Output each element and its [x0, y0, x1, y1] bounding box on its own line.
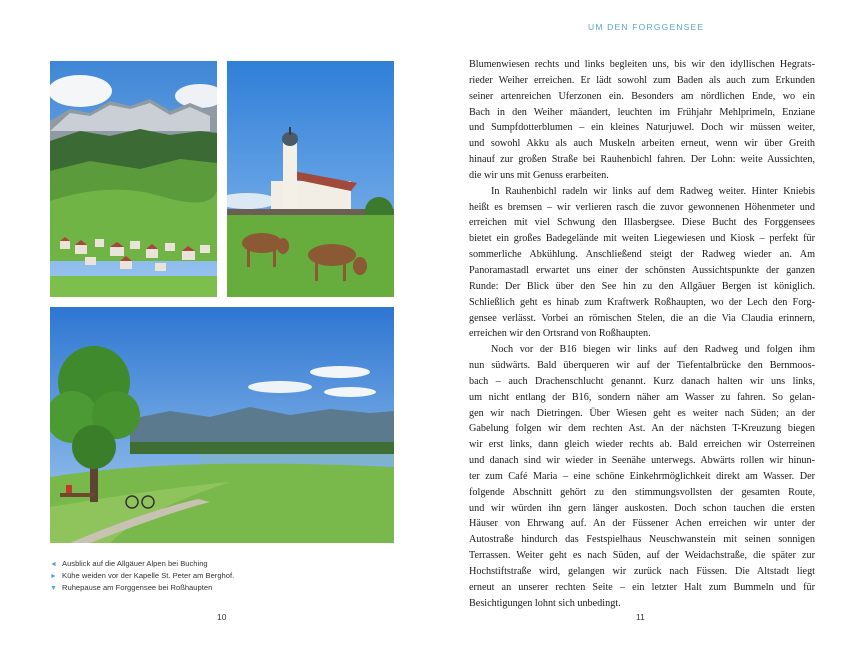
- text-line: Gabelung folgen wir dem rechten Ast. An der nächsten T-Kreuzung biegen: [469, 423, 815, 435]
- text-line: die wir uns mit Genuss erarbeiten.: [469, 169, 609, 181]
- text-line: seiner artenreichen Uferzonen ein. Besonders am nördlichen Ende, wo ein: [469, 90, 815, 102]
- text-line: und wir würden ihn gern länger auskosten. Doch schon tauchen die ersten: [469, 502, 815, 514]
- text-line: Bach in den Weiher mäandert, leuchten im Frühjahr Mehlprimeln, Enziane: [469, 106, 815, 118]
- text-line: Terrassen. Weiter geht es nach Süden, auf der Weidachstraße, die später zur: [469, 550, 815, 562]
- text-line: rieder Weiher erreichen. Er lädt sowohl zum Baden als auch zum Erkunden: [469, 74, 815, 86]
- paragraph-2: [469, 184, 815, 342]
- lake-meadow-photo: [50, 307, 394, 543]
- photo-forggensee-rest: [50, 307, 394, 543]
- text-line: Runde: Der Blick über den See hin zu den Allgäuer Bergen ist königlich.: [469, 280, 815, 292]
- alpine-village-photo: [50, 61, 217, 297]
- text-line: und danach sind wir wieder in Seenähe unterwegs. Abwärts rollen wir hinun-: [469, 455, 815, 467]
- text-line: bietet ein großes Badegelände mit weiten Liegewiesen und Kiosk – perfekt für: [469, 233, 815, 245]
- text-line: und sowohl Akku als auch Muskeln arbeiten erneut, wenn wir über Greith: [469, 138, 815, 150]
- page-number-right: 11: [636, 612, 645, 622]
- text-line: heißt es bremsen – wir verlieren rasch die zuvor gewonnenen Höhenmeter und: [469, 201, 815, 213]
- paragraph-3: [469, 342, 815, 611]
- arrow-left-icon: ◄: [50, 561, 57, 568]
- text-line: wir erst links, dann gleich wieder rechts ab. Bald erreichen wir Osterreinen: [469, 439, 815, 451]
- running-head: UM DEN FORGGENSEE: [588, 22, 705, 32]
- photo-captions: [50, 558, 234, 594]
- text-line: gensee verlässt. Vorbei an römischen Stelen, die an die Via Claudia erinnern,: [469, 312, 815, 324]
- text-line: hinauf zur großen Straße bei Rauhenbichl fahren. Der Lohn: weite Aussichten,: [469, 154, 815, 166]
- text-line: erneut an unserer rechten Seite – ein letzter Halt zum Bummeln und für: [469, 581, 815, 593]
- text-line: um nicht entlang der B16, sondern näher am Wasser zu fahren. So gelan-: [469, 391, 815, 403]
- text-line: ter zum Café Maria – eine schöne Einkehrmöglichkeit direkt am Wasser. Der: [469, 470, 815, 482]
- text-line: sommerliche Abkühlung. Anschließend steigt der Radweg wieder an. Am: [469, 249, 815, 261]
- page-number-left: 10: [217, 612, 227, 622]
- text-line: erreichen wir den Ortsrand von Roßhaupten.: [469, 328, 651, 340]
- text-line: Hochstiftstraße wird, gelangen wir zurück nach Füssen. Die Altstadt liegt: [469, 566, 815, 577]
- text-line: bach – auch Drachenschlucht genannt. Kurz danach halten wir uns links,: [469, 375, 815, 387]
- text-line: Häuser von Ehrwang auf. An der Füssener Achen erreichen wir unter der: [469, 518, 815, 530]
- photo-alps-buching: [50, 61, 217, 297]
- caption-item: ◄ Ausblick auf die Allgäuer Alpen bei Buching: [50, 559, 208, 568]
- text-line: und Sumpfdotterblumen – ein kleines Naturjuwel. Doch wir müssen weiter,: [469, 122, 815, 134]
- text-line: Autostraße hindurch das Festspielhaus Neuschwanstein mit seinen sonnigen: [469, 534, 815, 546]
- photo-chapel-cows: [227, 61, 394, 297]
- paragraph-1: [469, 57, 815, 184]
- text-line: Besichtigungen lohnt sich unbedingt.: [469, 597, 621, 609]
- text-line: Panoramastadl erwartet uns einer der schönsten Aussichtspunkte der ganzen: [469, 264, 815, 276]
- text-line: gen wir nach Dietringen. Über Wiesen geht es weiter nach Süden; an der: [469, 407, 815, 419]
- text-line: Schließlich geht es hinab zum Kraftwerk Roßhaupten, wo der Lech den Forg-: [469, 296, 815, 308]
- text-line: Noch vor der B16 biegen wir links auf den Radweg und folgen ihm: [491, 344, 815, 356]
- text-line: Blumenwiesen rechts und links begleiten uns, bis wir den idyllischen Hegrats-: [469, 59, 815, 70]
- caption-item: ▼ Ruhepause am Forggensee bei Roßhaupten: [50, 583, 213, 592]
- body-text: [469, 57, 815, 612]
- chapel-cows-photo: [227, 61, 394, 297]
- text-line: In Rauhenbichl radeln wir links auf dem Radweg weiter. Hinter Kniebis: [491, 185, 815, 197]
- text-line: folgende Abschnitt gehört zu den stimmungsvollsten der gesamten Route,: [469, 486, 815, 498]
- text-line: nun südwärts. Bald überqueren wir auf der Tiefentalbrücke den Bernmoos-: [469, 360, 815, 372]
- text-line: erreichen mit viel Schwung den Illasbergsee. Diese Bucht des Forggensees: [469, 217, 815, 229]
- arrow-down-icon: ▼: [50, 585, 57, 592]
- arrow-right-icon: ►: [50, 573, 57, 580]
- caption-item: ► Kühe weiden vor der Kapelle St. Peter am Berghof.: [50, 571, 235, 580]
